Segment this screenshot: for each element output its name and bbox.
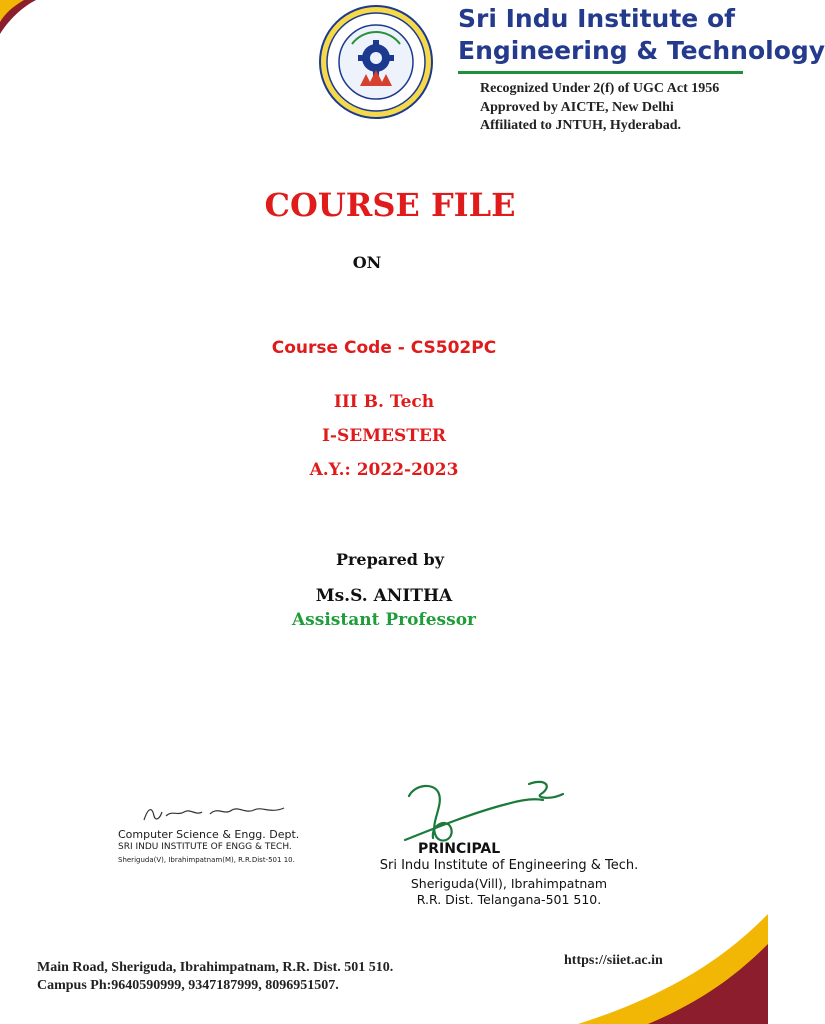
hod-stamp-line2: SRI INDU INSTITUTE OF ENGG & TECH.	[118, 842, 292, 852]
institute-name-line2: Engineering & Technology	[458, 36, 825, 65]
footer-phone: Campus Ph:9640590999, 9347187999, 8096951507.	[37, 978, 339, 993]
faculty-designation: Assistant Professor	[291, 610, 476, 630]
on-label: ON	[352, 253, 382, 272]
footer-address: Main Road, Sheriguda, Ibrahimpatnam, R.R. Dist. 501 510.	[37, 960, 394, 975]
prepared-by-label: Prepared by	[335, 550, 445, 569]
year-of-study: III B. Tech	[333, 392, 435, 412]
corner-decoration-bottom-right	[538, 914, 768, 1024]
institute-name-line1: Sri Indu Institute of	[458, 4, 736, 33]
hod-stamp-line3: Sheriguda(V), Ibrahimpatnam(M), R.R.Dist-501 10.	[118, 856, 295, 864]
aicte-approval: Approved by AICTE, New Delhi	[480, 100, 674, 115]
hod-stamp-line1: Computer Science & Engg. Dept.	[118, 828, 300, 841]
institute-logo	[318, 4, 434, 120]
corner-decoration-top-left	[0, 0, 40, 40]
principal-stamp-line3: R.R. Dist. Telangana-501 510.	[416, 892, 602, 907]
course-code: Course Code - CS502PC	[271, 338, 497, 358]
principal-stamp-line2: Sheriguda(Vill), Ibrahimpatnam	[410, 876, 608, 891]
ugc-recognition: Recognized Under 2(f) of UGC Act 1956	[480, 81, 720, 96]
faculty-name: Ms.S. ANITHA	[315, 586, 453, 606]
jntuh-affiliation: Affiliated to JNTUH, Hyderabad.	[480, 118, 682, 133]
page-title: COURSE FILE	[264, 186, 516, 224]
academic-year: A.Y.: 2022-2023	[309, 460, 459, 480]
principal-stamp-line1: Sri Indu Institute of Engineering & Tech.	[379, 858, 639, 873]
semester: I-SEMESTER	[321, 426, 447, 446]
header-divider	[458, 71, 743, 74]
principal-title: PRINCIPAL	[418, 841, 501, 857]
hod-stamp	[118, 828, 358, 867]
hod-signature	[138, 794, 298, 830]
website-link[interactable]: https://siiet.ac.in	[564, 953, 663, 968]
